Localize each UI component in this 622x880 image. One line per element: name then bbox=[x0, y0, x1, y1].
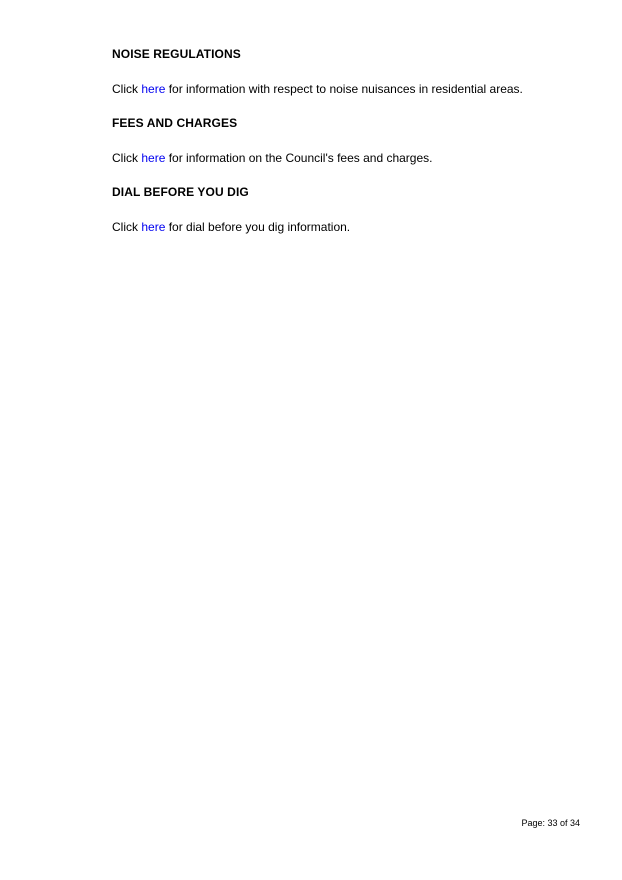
paragraph-text-before-link: Click bbox=[112, 151, 142, 165]
section-paragraph bbox=[112, 151, 582, 165]
section-dial-before-you-dig bbox=[112, 185, 582, 234]
paragraph-text-before-link: Click bbox=[112, 82, 142, 96]
paragraph-text-after-link: for information on the Council's fees and charges. bbox=[165, 151, 433, 165]
section-paragraph bbox=[112, 220, 582, 234]
section-noise-regulations bbox=[112, 47, 582, 96]
section-heading: FEES AND CHARGES bbox=[112, 116, 238, 130]
section-paragraph bbox=[112, 82, 582, 96]
paragraph-text-after-link: for dial before you dig information. bbox=[165, 220, 351, 234]
here-link[interactable]: here bbox=[141, 220, 166, 234]
paragraph-text-before-link: Click bbox=[112, 220, 142, 234]
section-fees-and-charges bbox=[112, 116, 582, 165]
page-number-footer: Page: 33 of 34 bbox=[521, 818, 580, 828]
section-heading: NOISE REGULATIONS bbox=[112, 47, 241, 61]
section-heading: DIAL BEFORE YOU DIG bbox=[112, 185, 249, 199]
here-link[interactable]: here bbox=[141, 82, 166, 96]
here-link[interactable]: here bbox=[141, 151, 166, 165]
document-content bbox=[112, 47, 582, 254]
paragraph-text-after-link: for information with respect to noise nuisances in residential areas. bbox=[165, 82, 523, 96]
